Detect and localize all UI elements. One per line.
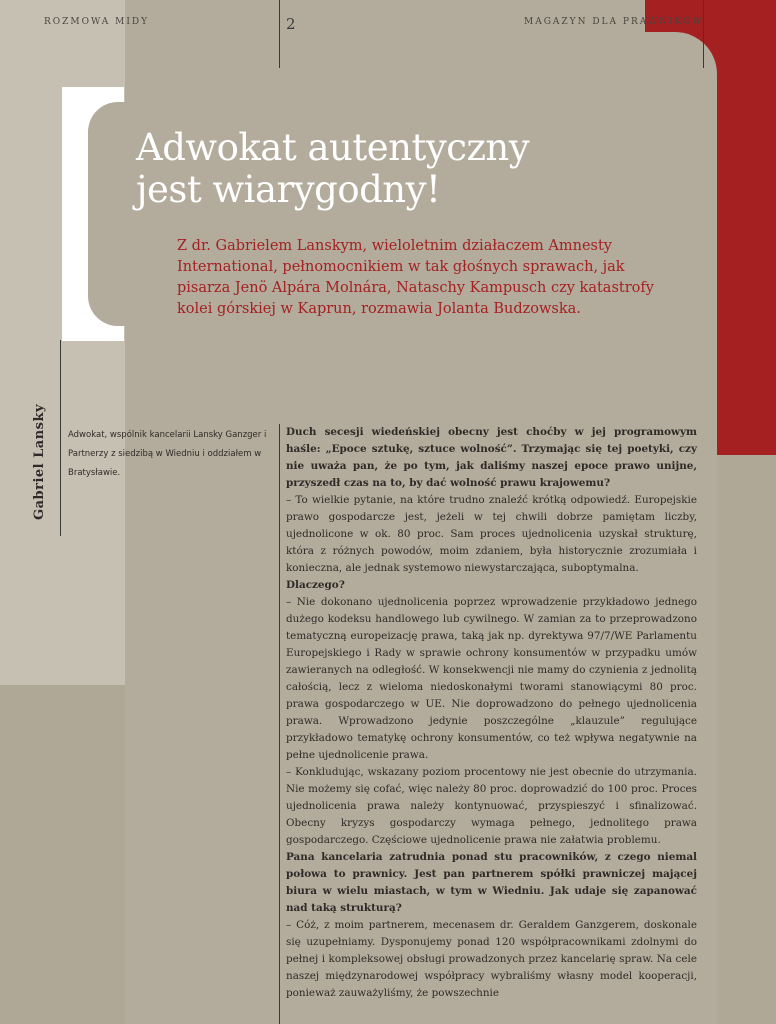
title-line-2: jest wiarygodny!	[136, 168, 441, 211]
answer-paragraph: – Konkludując, wskazany poziom procentowy nie jest obecnie do utrzymania. Nie możemy się cofać, więc należy 80 proc. doprowadzić do 100 proc. Proces ujednolicenia prawa należy kontynuować, przyspieszyć i sfinalizować. Obecny kryzys gospodarczy wymaga pełnego, jednolitego prawa gospodarczego. Częściowe ujednolicenie prawa nie załatwia problemu.	[286, 766, 697, 846]
interviewee-bio: Adwokat, wspólnik kancelarii Lansky Ganzger i Partnerzy z siedzibą w Wiedniu i oddziałem w Bratysławie.	[68, 430, 267, 478]
answer-paragraph: – To wielkie pytanie, na które trudno znaleźć krótką odpowiedź. Europejskie prawo gospodarcze jest, jeżeli w tej chwili dobrze pamiętam liczby, ujednolicone w ok. 80 proc. Sam proces ujednolicenia uzyskał strukturę, która z różnych powodów, moim zdaniem, była historycznie zrozumiała i konieczna, ale jednak systemowo niewystarczająca, suboptymalna.	[286, 494, 697, 574]
column-rule	[279, 424, 280, 1024]
article-lead: Z dr. Gabrielem Lanskym, wieloletnim działaczem Amnesty International, pełnomocnikiem w tak głośnych sprawach, jak pisarza Jenö Alpára Molnára, Nataschy Kampusch czy katastrofy kolei górskiej w Kaprun, rozmawia Jolanta Budzowska.	[177, 238, 654, 317]
interviewee-name: Gabriel Lansky	[32, 403, 47, 520]
question-paragraph: Pana kancelaria zatrudnia ponad stu pracowników, z czego niemal połowa to prawnicy. Jest pan partnerem spółki prawniczej mającej biura w wielu miastach, w tym w Wiedniu. Jak udaje się zapanować nad taką strukturą?	[286, 851, 697, 914]
article-body	[286, 424, 697, 1002]
answer-paragraph: – Nie dokonano ujednolicenia poprzez wprowadzenie przykładowo jednego dużego kodeksu handlowego lub cywilnego. W zamian za to przeprowadzono tematyczną europeizację prawa, taką jak np. dyrektywa 97/7/WE Parlamentu Europejskiego i Rady w sprawie ochrony konsumentów w przypadku umów zawieranych na odległość. W konsekwencji nie mamy do czynienia z jednolitą całością, lecz z wieloma niedoskonałymi tworami stanowiącymi 80 proc. prawa gospodarczego w UE. Nie doprowadzono do pełnego ujednolicenia prawa. Wprowadzono jedynie poszczególne „klauzule” regulujące przykładowo tematykę ochrony konsumentów, co też wpływa negatywnie na pełne ujednolicenie prawa.	[286, 596, 697, 761]
magazine-name: MAGAZYN DLA PRAWNIKÓW	[524, 17, 704, 27]
question-paragraph: Duch secesji wiedeńskiej obecny jest choćby w jej programowym haśle: „Epoce sztukę, sztuce wolność”. Trzymając się tej poetyki, czy nie uważa pan, że po tym, jak daliśmy naszej epoce prawo unijne, przyszedł czas na to, by dać wolność prawu krajowemu?	[286, 426, 697, 489]
title-line-1: Adwokat autentyczny	[136, 126, 530, 169]
header-divider-line	[279, 0, 280, 68]
decorative-bracket-cutout	[88, 102, 138, 326]
header-divider-line-right	[703, 0, 704, 68]
page-number: 2	[286, 15, 296, 33]
question-paragraph: Dlaczego?	[286, 579, 345, 591]
section-label: ROZMOWA MIDY	[44, 17, 150, 27]
answer-paragraph: – Cóż, z moim partnerem, mecenasem dr. Geraldem Ganzgerem, doskonale się uzupełniamy. Dysponujemy ponad 120 współpracownikami zdolnymi do pełnej i kompleksowej obsługi prowadzonych przez kancelarię spraw. Na cele naszej międzynarodowej współpracy wybraliśmy własny model kooperacji, ponieważ zauważyliśmy, że powszechnie	[286, 919, 697, 999]
article-title	[136, 127, 529, 211]
side-rule	[60, 340, 61, 536]
